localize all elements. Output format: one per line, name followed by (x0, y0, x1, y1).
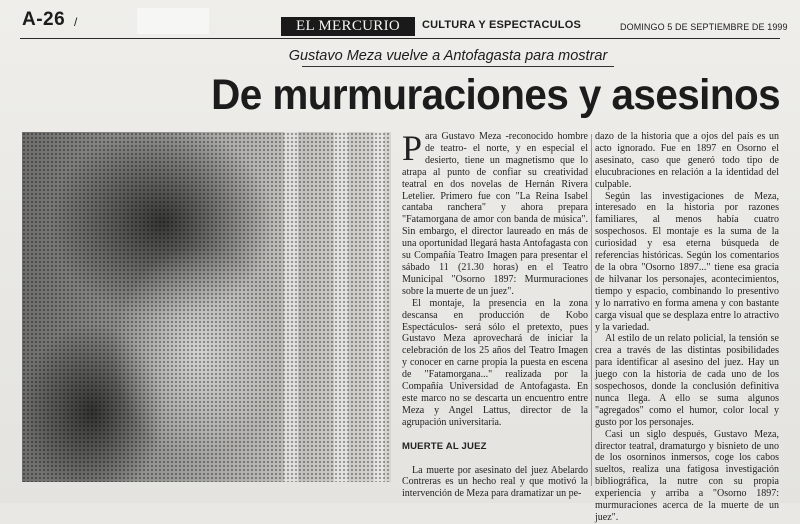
article-column-1 (402, 128, 588, 500)
article-headline: De murmuraciones y asesinos (211, 71, 781, 119)
article-column-2 (595, 131, 779, 524)
paragraph (402, 128, 588, 298)
article-kicker: Gustavo Meza vuelve a Antofagasta para mostrar (288, 48, 608, 64)
portrait-photo (22, 132, 391, 482)
paragraph: El montaje, la presencia en la zona descansa en producción de Kobo Espectáculos- será sólo el pretexto, pues Gustavo Meza aprovechará de iniciar la celebración de los 25 años del Teatro Imagen y conocer en carne propia la puesta en escena de "Fatamorgana..." realizada por la Compañía Universidad de Antofagasta. En este marco no se descarta un encuentro entre Meza y Angel Lattus, director de la agrupación universitaria. (402, 297, 588, 428)
drop-cap: P (402, 128, 423, 168)
photo-window-bar (374, 132, 384, 482)
header-rule (20, 38, 780, 39)
page-number: A-26 (22, 9, 66, 30)
paragraph: dazo de la historia que a ojos del país es un acto ignorado. Fue en 1897 en Osorno el asesinato, caso que generó todo tipo de elucubraciones en relación a la identidad del culpable. (595, 131, 779, 190)
paragraph: La muerte por asesinato del juez Abelardo Contreras es un hecho real y que motivó la intervención de Meza para dramatizar un pe- (402, 464, 588, 500)
column-rule (591, 134, 592, 486)
photo-window-bar (284, 132, 298, 482)
kicker-rule (302, 66, 614, 67)
article-subhead: MUERTE AL JUEZ (402, 440, 487, 452)
section-title: CULTURA Y ESPECTACULOS (422, 19, 582, 31)
paragraph: Al estilo de un relato policial, la tensión se crea a través de las distintas posibilidades para identificar al asesino del juez. Hay un juego con la historia de cada uno de los sospechosos, donde la conclusión definitiva nunca llega. A ello se suma algunos "agregados" como el humor, color local y gusto por los personajes. (595, 333, 779, 428)
paragraph: Casi un siglo después, Gustavo Meza, director teatral, dramaturgo y bisnieto de uno de los osorninos inmersos, coge los cabos sueltos, realiza una fatigosa investigación bibliográfica, la nutre con su propia experiencia y arriba a "Osorno 1897: murmuraciones acerca de la muerte de un juez". (595, 428, 779, 523)
photo-window-bar (334, 132, 348, 482)
paragraph: Según las investigaciones de Meza, interesado en la historia por razones familiares, al menos había cuatro sospechosos. El montaje es la suma de la curiosidad y esa eterna búsqueda de referencias históricas. Según los comentarios de la obra "Osorno 1897..." tiene esa gracia de hilvanar los personajes, acontecimientos, tiempo y espacio, combinando lo presentivo y lo narrativo en forma amena y con bastante carga visual que se desplaza entre lo atractivo y la variedad. (595, 190, 779, 333)
blank-label-box (137, 8, 209, 34)
page-mark: / (74, 15, 78, 29)
masthead-logo: EL MERCURIO (281, 17, 415, 36)
issue-date: DOMINGO 5 DE SEPTIEMBRE DE 1999 (620, 22, 788, 32)
paragraph-text: ara Gustavo Meza -reconocido hombre de teatro- el norte, y en especial el desierto, tiene un magnetismo que lo atrapa al punto de confiar su creatividad teatral en dos novelas de Hernán Rivera Letelier. Primero fue con "La Reina Isabel cantaba ranchera" y ahora prepara "Fatamorgana de amor con banda de música". Sin embargo, el director laureado en más de una oportunidad llegará hasta Antofagasta con su Compañía Teatro Imagen para presentar el sábado 11 (21.30 horas) en el Teatro Municipal "Osorno 1897: Murmuraciones sobre la muerte de un juez". (402, 131, 588, 297)
